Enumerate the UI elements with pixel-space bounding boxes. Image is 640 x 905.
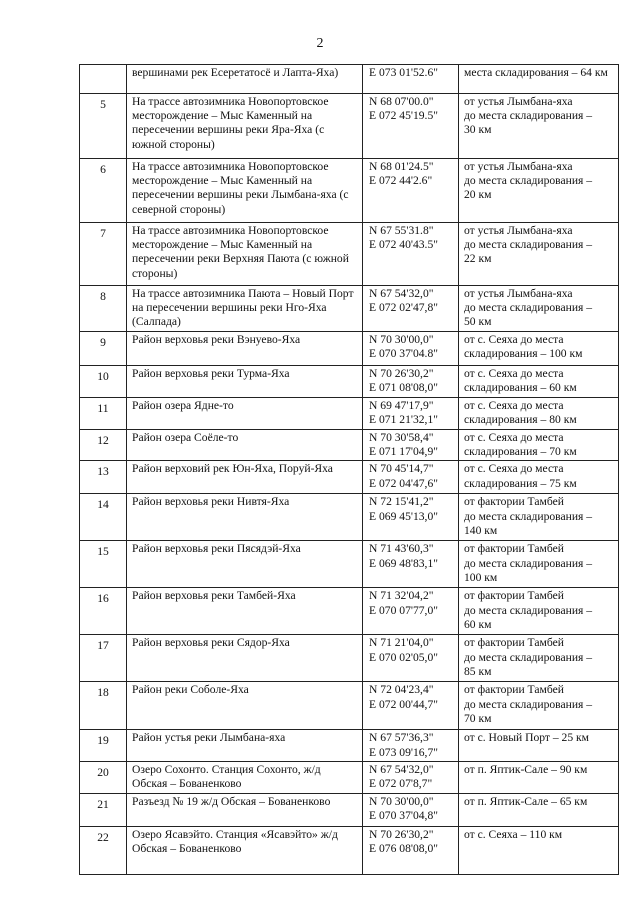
place-cell: На трассе автозимника Новопортовское месторождение – Мыс Каменный на пересечении реки Верхняя Паюта (с южной стороны)	[127, 223, 363, 286]
row-number-cell: 13	[80, 461, 127, 494]
row-number-cell: 17	[80, 635, 127, 682]
coordinates-cell: N 70 45'14,7" E 072 04'47,6"	[363, 461, 459, 494]
table-row	[80, 366, 619, 398]
table-row	[80, 332, 619, 366]
place-cell: На трассе автозимника Новопортовское месторождение – Мыс Каменный на пересечении вершины реки Яра-Яха (с южной стороны)	[127, 94, 363, 159]
distance-cell: от устья Лымбана-яха до места складирования – 20 км	[459, 159, 619, 223]
distance-cell: от с. Сеяха до места складирования – 70 км	[459, 430, 619, 461]
place-cell: Район верховья реки Пясядэй-Яха	[127, 541, 363, 588]
row-number-cell: 12	[80, 430, 127, 461]
coordinates-cell: N 70 30'58,4" E 071 17'04,9"	[363, 430, 459, 461]
distance-cell: от фактории Тамбей до места складирования – 60 км	[459, 588, 619, 635]
distance-cell: от устья Лымбана-яха до места складирования – 50 км	[459, 286, 619, 332]
row-number-cell: 5	[80, 94, 127, 159]
table-row	[80, 286, 619, 332]
table-row	[80, 159, 619, 223]
row-number-cell	[80, 65, 127, 94]
distance-cell: от с. Сеяха до места складирования – 60 км	[459, 366, 619, 398]
coordinates-cell: N 67 54'32,0" E 072 07'8,7"	[363, 761, 459, 793]
table-row	[80, 398, 619, 430]
place-cell: Район устья реки Лымбана-яха	[127, 730, 363, 761]
coordinates-cell: N 72 04'23,4" E 072 00'44,7"	[363, 682, 459, 730]
distance-cell: от с. Сеяха до места складирования – 80 км	[459, 398, 619, 430]
table-row	[80, 588, 619, 635]
place-cell: Район верховья реки Сядор-Яха	[127, 635, 363, 682]
coordinates-cell: N 69 47'17,9" E 071 21'32,1"	[363, 398, 459, 430]
row-number-cell: 21	[80, 793, 127, 826]
coordinates-cell: N 67 57'36,3" E 073 09'16,7"	[363, 730, 459, 761]
distance-cell: от фактории Тамбей до места складирования – 140 км	[459, 494, 619, 541]
coordinates-cell: N 71 21'04,0" E 070 02'05,0"	[363, 635, 459, 682]
coordinates-cell: N 72 15'41,2" E 069 45'13,0"	[363, 494, 459, 541]
table-row	[80, 826, 619, 874]
row-number-cell: 6	[80, 159, 127, 223]
place-cell: Район реки Соболе-Яха	[127, 682, 363, 730]
row-number-cell: 14	[80, 494, 127, 541]
table-row	[80, 541, 619, 588]
coordinates-cell: N 70 26'30,2" E 076 08'08,0"	[363, 826, 459, 874]
distance-cell: от п. Яптик-Сале – 65 км	[459, 793, 619, 826]
distance-cell: от с. Сеяха до места складирования – 100 км	[459, 332, 619, 366]
locations-table-body	[80, 65, 619, 875]
coordinates-cell: N 71 32'04,2" E 070 07'77,0"	[363, 588, 459, 635]
distance-cell: от фактории Тамбей до места складирования – 70 км	[459, 682, 619, 730]
place-cell: На трассе автозимника Новопортовское месторождение – Мыс Каменный на пересечении вершины реки Лымбана-яха (с северной стороны)	[127, 159, 363, 223]
distance-cell: от фактории Тамбей до места складирования – 100 км	[459, 541, 619, 588]
distance-cell: от с. Новый Порт – 25 км	[459, 730, 619, 761]
table-row	[80, 461, 619, 494]
row-number-cell: 7	[80, 223, 127, 286]
table-row	[80, 761, 619, 793]
place-cell: Район озера Соёле-то	[127, 430, 363, 461]
distance-cell: от с. Сеяха – 110 км	[459, 826, 619, 874]
row-number-cell: 16	[80, 588, 127, 635]
place-cell: вершинами рек Есеретатосё и Лапта-Яха)	[127, 65, 363, 94]
coordinates-cell: N 70 26'30,2" E 071 08'08,0"	[363, 366, 459, 398]
locations-table	[79, 64, 619, 875]
row-number-cell: 20	[80, 761, 127, 793]
coordinates-cell: Е 073 01'52.6"	[363, 65, 459, 94]
coordinates-cell: N 70 30'00,0" E 070 37'04.8"	[363, 332, 459, 366]
coordinates-cell: N 68 07'00.0" E 072 45'19.5"	[363, 94, 459, 159]
row-number-cell: 9	[80, 332, 127, 366]
coordinates-cell: N 67 54'32,0" E 072 02'47,8"	[363, 286, 459, 332]
row-number-cell: 18	[80, 682, 127, 730]
distance-cell: от устья Лымбана-яха до места складирования – 22 км	[459, 223, 619, 286]
coordinates-cell: N 70 30'00,0" E 070 37'04,8"	[363, 793, 459, 826]
distance-cell: от устья Лымбана-яха до места складирования – 30 км	[459, 94, 619, 159]
place-cell: Озеро Ясавэйто. Станция «Ясавэйто» ж/д Обская – Бованенково	[127, 826, 363, 874]
table-row	[80, 65, 619, 94]
table-row	[80, 635, 619, 682]
coordinates-cell: N 71 43'60,3" E 069 48'83,1"	[363, 541, 459, 588]
place-cell: Разъезд № 19 ж/д Обская – Бованенково	[127, 793, 363, 826]
row-number-cell: 19	[80, 730, 127, 761]
row-number-cell: 8	[80, 286, 127, 332]
table-row	[80, 793, 619, 826]
distance-cell: места складирования – 64 км	[459, 65, 619, 94]
row-number-cell: 15	[80, 541, 127, 588]
distance-cell: от с. Сеяха до места складирования – 75 км	[459, 461, 619, 494]
table-row	[80, 430, 619, 461]
place-cell: На трассе автозимника Паюта – Новый Порт на пересечении вершины реки Нго-Яха (Салпада)	[127, 286, 363, 332]
table-row	[80, 730, 619, 761]
row-number-cell: 22	[80, 826, 127, 874]
page-number: 2	[316, 36, 324, 51]
coordinates-cell: N 67 55'31.8" E 072 40'43.5"	[363, 223, 459, 286]
place-cell: Район верховья реки Вэнуево-Яха	[127, 332, 363, 366]
table-row	[80, 94, 619, 159]
table-row	[80, 494, 619, 541]
place-cell: Озеро Сохонто. Станция Сохонто, ж/д Обская – Бованенково	[127, 761, 363, 793]
row-number-cell: 10	[80, 366, 127, 398]
distance-cell: от фактории Тамбей до места складирования – 85 км	[459, 635, 619, 682]
place-cell: Район верховья реки Тамбей-Яха	[127, 588, 363, 635]
table-row	[80, 682, 619, 730]
distance-cell: от п. Яптик-Сале – 90 км	[459, 761, 619, 793]
coordinates-cell: N 68 01'24.5" E 072 44'2.6"	[363, 159, 459, 223]
row-number-cell: 11	[80, 398, 127, 430]
place-cell: Район озера Ядне-то	[127, 398, 363, 430]
table-row	[80, 223, 619, 286]
place-cell: Район верховий рек Юн-Яха, Поруй-Яха	[127, 461, 363, 494]
place-cell: Район верховья реки Турма-Яха	[127, 366, 363, 398]
place-cell: Район верховья реки Нивтя-Яха	[127, 494, 363, 541]
